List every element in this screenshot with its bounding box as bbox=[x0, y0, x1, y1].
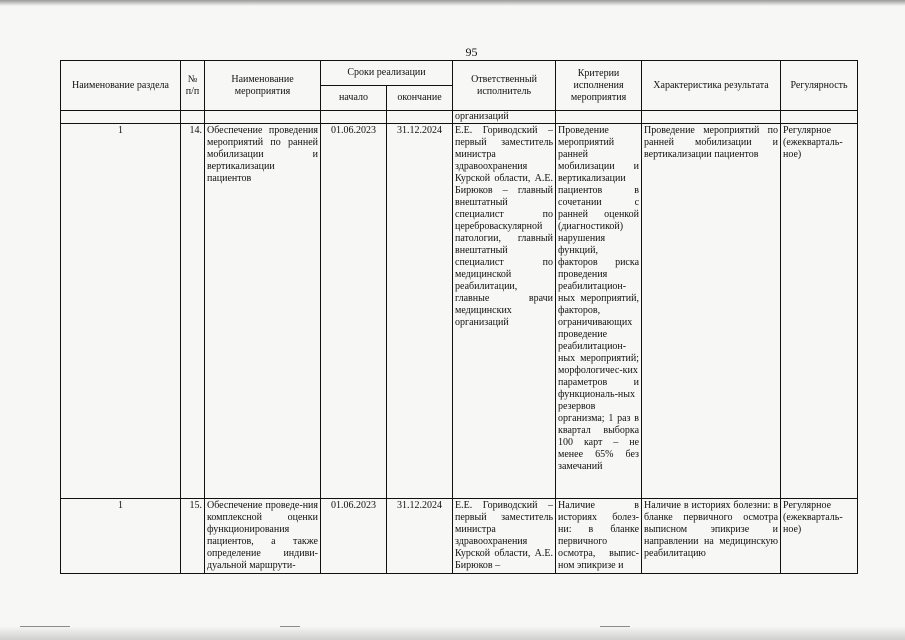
cell-criteria: Наличие в историях болез-ни: в бланке первичного осмотра, выпис-ном эпикризе и bbox=[556, 499, 642, 574]
activities-table bbox=[60, 60, 858, 574]
cell-regularity: Регулярное (ежекварталь-ное) bbox=[781, 124, 858, 499]
header-result: Характеристика результата bbox=[642, 61, 781, 111]
cell-event: Обеспечение проведения мероприятий по ранней мобилизации и вертикализации пациентов bbox=[205, 124, 321, 499]
scan-edge-top bbox=[0, 0, 905, 6]
header-row bbox=[61, 61, 858, 86]
cell-regularity: Регулярное (ежекварталь-ное) bbox=[781, 499, 858, 574]
continuation-row bbox=[61, 111, 858, 124]
header-responsible: Ответственный исполнитель bbox=[453, 61, 556, 111]
cell-num: 15. bbox=[181, 499, 205, 574]
cell-event: Обеспечение проведе-ния комплексной оценки функционирования пациентов, а также определение индиви-дуальной маршрути- bbox=[205, 499, 321, 574]
cell-criteria: Проведение мероприятий ранней мобилизации и вертикализации пациентов в сочетании с ранней оценкой (диагностикой) нарушения функций, факторов риска проведения реабилитацион-ных мероприятий, факторов, ограничивающих проведение реабилитацион-ных мероприятий; морфологичес-ких параметров и функциональ-ных резервов организма; 1 раз в квартал выборка 100 карт – не менее 65% без замечаний bbox=[556, 124, 642, 499]
cell-result: Наличие в историях болезни: в бланке первичного осмотра выписном эпикризе и направлении на медицинскую реабилитацию bbox=[642, 499, 781, 574]
cell-start: 01.06.2023 bbox=[321, 499, 387, 574]
header-num: № п/п bbox=[181, 61, 205, 111]
header-terms: Сроки реализации bbox=[321, 61, 453, 86]
cell-responsible: Е.Е. Гориводский – первый заместитель министра здравоохранения Курской области, А.Е. Бирюков – bbox=[453, 499, 556, 574]
table-row bbox=[61, 499, 858, 574]
cell-responsible: Е.Е. Гориводский – первый заместитель министра здравоохранения Курской области, А.Е. Бирюков – главный внештатный специалист по цереброваскулярной патологии, главный внештатный специалист по медицинской реабилитации, главные врачи медицинских организаций bbox=[453, 124, 556, 499]
cell-start: 01.06.2023 bbox=[321, 124, 387, 499]
cell-section: 1 bbox=[61, 124, 181, 499]
header-start: начало bbox=[321, 86, 387, 111]
page-number: 95 bbox=[465, 45, 478, 59]
scan-edge-bottom bbox=[0, 626, 905, 640]
cell-end: 31.12.2024 bbox=[387, 499, 453, 574]
cell-result: Проведение мероприятий по ранней мобилизации и вертикализации пациентов bbox=[642, 124, 781, 499]
header-end: окончание bbox=[387, 86, 453, 111]
cell-num: 14. bbox=[181, 124, 205, 499]
cell-section: 1 bbox=[61, 499, 181, 574]
table-row bbox=[61, 124, 858, 499]
header-section-name: Наименование раздела bbox=[61, 61, 181, 111]
cell-end: 31.12.2024 bbox=[387, 124, 453, 499]
header-event-name: Наименование мероприятия bbox=[205, 61, 321, 111]
header-regularity: Регулярность bbox=[781, 61, 858, 111]
header-criteria: Критерии исполнения мероприятия bbox=[556, 61, 642, 111]
continuation-text: организаций bbox=[453, 111, 556, 124]
